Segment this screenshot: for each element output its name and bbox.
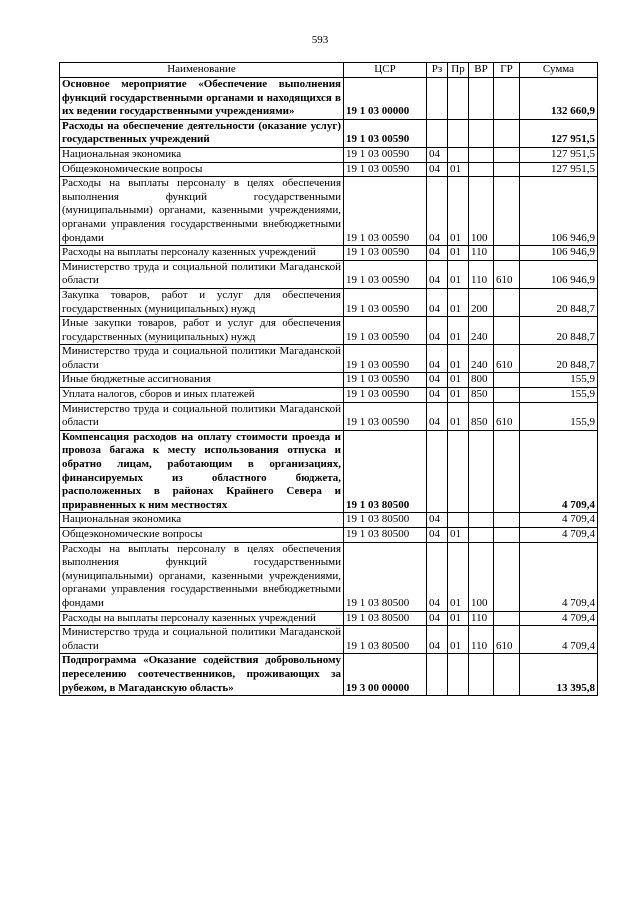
cell-rz: 04	[427, 147, 448, 162]
table-row	[60, 626, 598, 654]
cell-rz: 04	[427, 402, 448, 430]
cell-csr: 19 1 03 00590	[344, 246, 427, 261]
cell-csr: 19 1 03 00590	[344, 260, 427, 288]
cell-name: Расходы на выплаты персоналу в целях обеспечения выполнения функций государственными (муниципальными) органами, казенными учреждениями, органами управления государственными внебюджетными фондами	[60, 177, 344, 246]
budget-table	[59, 62, 598, 696]
cell-rz: 04	[427, 388, 448, 403]
cell-rz: 04	[427, 345, 448, 373]
table-row	[60, 373, 598, 388]
cell-pr: 01	[448, 246, 469, 261]
cell-gr	[494, 542, 520, 611]
cell-rz: 04	[427, 373, 448, 388]
cell-vr	[469, 528, 494, 543]
cell-sum: 20 848,7	[520, 317, 598, 345]
cell-sum: 155,9	[520, 373, 598, 388]
cell-sum: 20 848,7	[520, 288, 598, 316]
cell-name: Национальная экономика	[60, 147, 344, 162]
cell-pr	[448, 119, 469, 147]
cell-name: Подпрограмма «Оказание содействия добровольному переселению соотечественников, проживающих за рубежом, в Магаданскую область»	[60, 654, 344, 696]
cell-rz: 04	[427, 177, 448, 246]
cell-pr: 01	[448, 542, 469, 611]
cell-gr: 610	[494, 626, 520, 654]
table-row	[60, 388, 598, 403]
cell-csr: 19 1 03 80500	[344, 528, 427, 543]
cell-sum: 106 946,9	[520, 260, 598, 288]
table-row	[60, 528, 598, 543]
cell-name: Министерство труда и социальной политики Магаданской области	[60, 260, 344, 288]
table-row	[60, 260, 598, 288]
cell-rz	[427, 430, 448, 513]
cell-vr: 110	[469, 260, 494, 288]
cell-csr: 19 1 03 00590	[344, 177, 427, 246]
cell-csr: 19 1 03 00590	[344, 345, 427, 373]
cell-pr: 01	[448, 288, 469, 316]
cell-pr: 01	[448, 402, 469, 430]
cell-gr	[494, 513, 520, 528]
cell-sum: 106 946,9	[520, 177, 598, 246]
cell-sum: 4 709,4	[520, 528, 598, 543]
cell-rz	[427, 78, 448, 120]
cell-sum: 13 395,8	[520, 654, 598, 696]
cell-name: Общеэкономические вопросы	[60, 162, 344, 177]
cell-vr	[469, 78, 494, 120]
cell-rz	[427, 654, 448, 696]
cell-sum: 127 951,5	[520, 147, 598, 162]
cell-vr: 110	[469, 611, 494, 626]
cell-vr	[469, 162, 494, 177]
cell-gr	[494, 317, 520, 345]
cell-gr	[494, 177, 520, 246]
page-number: 593	[311, 34, 329, 46]
cell-pr: 01	[448, 177, 469, 246]
cell-name: Иные бюджетные ассигнования	[60, 373, 344, 388]
cell-pr: 01	[448, 260, 469, 288]
cell-vr	[469, 147, 494, 162]
header-sum: Сумма	[520, 63, 598, 78]
cell-csr: 19 1 03 80500	[344, 513, 427, 528]
cell-vr: 200	[469, 288, 494, 316]
table-row	[60, 162, 598, 177]
cell-gr	[494, 388, 520, 403]
cell-pr: 01	[448, 626, 469, 654]
cell-name: Компенсация расходов на оплату стоимости проезда и провоза багажа к месту использования отпуска и обратно лицам, работающим в организациях, финансируемых из областного бюджета, расположенных в районах Крайнего Севера и приравненных к ним местностях	[60, 430, 344, 513]
table-row	[60, 345, 598, 373]
cell-pr: 01	[448, 317, 469, 345]
cell-gr: 610	[494, 402, 520, 430]
cell-rz: 04	[427, 288, 448, 316]
cell-pr	[448, 430, 469, 513]
cell-rz	[427, 119, 448, 147]
cell-name: Уплата налогов, сборов и иных платежей	[60, 388, 344, 403]
cell-csr: 19 1 03 00590	[344, 402, 427, 430]
cell-vr	[469, 654, 494, 696]
cell-csr: 19 1 03 00590	[344, 288, 427, 316]
table-row	[60, 402, 598, 430]
cell-gr	[494, 119, 520, 147]
cell-gr	[494, 611, 520, 626]
cell-pr: 01	[448, 388, 469, 403]
cell-pr: 01	[448, 345, 469, 373]
cell-csr: 19 1 03 00590	[344, 388, 427, 403]
cell-rz: 04	[427, 246, 448, 261]
cell-vr: 850	[469, 388, 494, 403]
cell-rz: 04	[427, 528, 448, 543]
cell-csr: 19 1 03 80500	[344, 611, 427, 626]
cell-vr: 240	[469, 317, 494, 345]
table-row	[60, 317, 598, 345]
cell-rz: 04	[427, 513, 448, 528]
cell-gr: 610	[494, 345, 520, 373]
cell-gr: 610	[494, 260, 520, 288]
cell-pr	[448, 147, 469, 162]
cell-csr: 19 1 03 00590	[344, 147, 427, 162]
cell-rz: 04	[427, 611, 448, 626]
cell-name: Министерство труда и социальной политики Магаданской области	[60, 626, 344, 654]
cell-pr	[448, 78, 469, 120]
cell-vr: 110	[469, 246, 494, 261]
cell-vr: 800	[469, 373, 494, 388]
cell-pr: 01	[448, 611, 469, 626]
header-name: Наименование	[60, 63, 344, 78]
cell-csr: 19 1 03 00590	[344, 119, 427, 147]
cell-pr: 01	[448, 528, 469, 543]
cell-gr	[494, 654, 520, 696]
cell-name: Общеэкономические вопросы	[60, 528, 344, 543]
cell-pr: 01	[448, 373, 469, 388]
table-row	[60, 654, 598, 696]
cell-sum: 20 848,7	[520, 345, 598, 373]
cell-sum: 4 709,4	[520, 513, 598, 528]
table-row	[60, 611, 598, 626]
cell-name: Министерство труда и социальной политики Магаданской области	[60, 345, 344, 373]
cell-gr	[494, 430, 520, 513]
cell-rz: 04	[427, 317, 448, 345]
cell-csr: 19 1 03 80500	[344, 626, 427, 654]
cell-sum: 155,9	[520, 402, 598, 430]
cell-gr	[494, 373, 520, 388]
cell-name: Иные закупки товаров, работ и услуг для обеспечения государственных (муниципальных) нужд	[60, 317, 344, 345]
cell-vr: 850	[469, 402, 494, 430]
cell-name: Расходы на выплаты персоналу в целях обеспечения выполнения функций государственными (муниципальными) органами, казенными учреждениями, органами управления государственными внебюджетными фондами	[60, 542, 344, 611]
cell-sum: 4 709,4	[520, 430, 598, 513]
cell-csr: 19 1 03 80500	[344, 542, 427, 611]
cell-pr	[448, 513, 469, 528]
header-gr: ГР	[494, 63, 520, 78]
table-row	[60, 246, 598, 261]
cell-csr: 19 3 00 00000	[344, 654, 427, 696]
cell-name: Министерство труда и социальной политики Магаданской области	[60, 402, 344, 430]
cell-gr	[494, 246, 520, 261]
table-row	[60, 177, 598, 246]
cell-name: Расходы на выплаты персоналу казенных учреждений	[60, 611, 344, 626]
cell-vr: 100	[469, 177, 494, 246]
table-row	[60, 513, 598, 528]
cell-name: Национальная экономика	[60, 513, 344, 528]
cell-csr: 19 1 03 00590	[344, 162, 427, 177]
header-pr: Пр	[448, 63, 469, 78]
cell-gr	[494, 147, 520, 162]
cell-name: Расходы на обеспечение деятельности (оказание услуг) государственных учреждений	[60, 119, 344, 147]
cell-gr	[494, 78, 520, 120]
cell-sum: 4 709,4	[520, 626, 598, 654]
cell-vr	[469, 119, 494, 147]
cell-csr: 19 1 03 00590	[344, 317, 427, 345]
cell-name: Закупка товаров, работ и услуг для обеспечения государственных (муниципальных) нужд	[60, 288, 344, 316]
header-csr: ЦСР	[344, 63, 427, 78]
cell-gr	[494, 528, 520, 543]
cell-name: Основное мероприятие «Обеспечение выполнения функций государственными органами и находящихся в их ведении государственными учреждениями»	[60, 78, 344, 120]
table-header-row	[60, 63, 598, 78]
cell-rz: 04	[427, 542, 448, 611]
cell-pr: 01	[448, 162, 469, 177]
header-vr: ВР	[469, 63, 494, 78]
cell-sum: 106 946,9	[520, 246, 598, 261]
cell-vr: 100	[469, 542, 494, 611]
table-row	[60, 288, 598, 316]
cell-gr	[494, 288, 520, 316]
cell-sum: 127 951,5	[520, 119, 598, 147]
table-row	[60, 542, 598, 611]
table-row	[60, 430, 598, 513]
cell-vr	[469, 513, 494, 528]
cell-csr: 19 1 03 00000	[344, 78, 427, 120]
cell-csr: 19 1 03 00590	[344, 373, 427, 388]
cell-name: Расходы на выплаты персоналу казенных учреждений	[60, 246, 344, 261]
cell-rz: 04	[427, 162, 448, 177]
cell-vr: 110	[469, 626, 494, 654]
header-rz: Рз	[427, 63, 448, 78]
table-row	[60, 147, 598, 162]
cell-rz: 04	[427, 260, 448, 288]
cell-csr: 19 1 03 80500	[344, 430, 427, 513]
cell-pr	[448, 654, 469, 696]
cell-rz: 04	[427, 626, 448, 654]
cell-sum: 155,9	[520, 388, 598, 403]
table-body	[60, 78, 598, 696]
cell-vr: 240	[469, 345, 494, 373]
cell-vr	[469, 430, 494, 513]
cell-sum: 4 709,4	[520, 542, 598, 611]
table-row	[60, 119, 598, 147]
cell-sum: 127 951,5	[520, 162, 598, 177]
cell-sum: 4 709,4	[520, 611, 598, 626]
cell-gr	[494, 162, 520, 177]
cell-sum: 132 660,9	[520, 78, 598, 120]
table-row	[60, 78, 598, 120]
